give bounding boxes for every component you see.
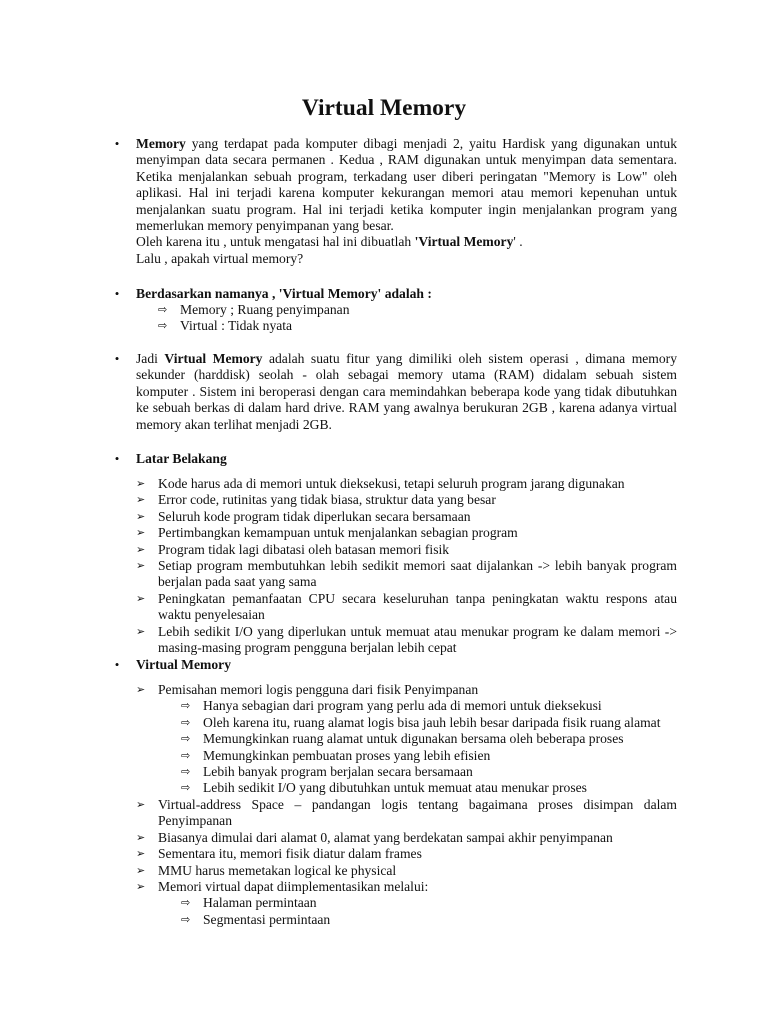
vm-item-text [158,797,677,830]
latar-item-text: Pertimbangkan kemampuan untuk menjalankan sebagian program [158,525,518,540]
page-title: Virtual Memory [301,95,467,121]
intro-line-text: yang terdapat pada komputer dibagi menjadi 2, yaitu Hardisk yang digunakan untuk [185,136,677,151]
bullet: • [114,136,120,151]
intro-line: menyimpan data secara permanen . Kedua , RAM digunakan untuk menyimpan data sementara. [136,152,677,168]
arrow-icon: ⇨ [181,765,191,778]
intro-oleh-line [136,234,677,250]
oleh-text: Oleh karena itu , untuk mengatasi hal ini dibuatlah [136,234,415,250]
vm-sub-item-text: Memungkinkan ruang alamat untuk digunakan bersama oleh beberapa proses [203,731,624,746]
latar-item-line: Peningkatan pemanfaatan CPU secara keseluruhan tanpa peningkatan waktu respons atau [158,591,677,606]
jadi-line: sekunder (harddisk) seolah - olah sebagai memory utama (RAM) didalam sebuah sistem [136,367,677,383]
intro-line: menjalankan suatu program. Hal ini terjadi ketika komputer ingin menjalankan program yang [136,201,677,217]
latar-item-text [158,624,677,657]
latar-item-text: Error code, rutinitas yang tidak biasa, struktur data yang besar [158,492,496,507]
jadi-line [136,351,677,367]
intro-line: Ketika menjalankan sebuah program, terkadang user diberi peringatan "Memory is Low" oleh [136,168,677,184]
jadi-pre: Jadi [136,351,165,366]
vm-sub-item-text: Lebih sedikit I/O yang dibutuhkan untuk memuat atau menukar proses [203,780,587,795]
jadi-line-text: adalah suatu fitur yang dimiliki oleh sistem operasi , dimana memory [262,351,678,366]
intro-question: Lalu , apakah virtual memory? [136,250,304,266]
vm-sub-item-text: Memungkinkan pembuatan proses yang lebih efisien [203,748,491,763]
vm-item-text: Sementara itu, memori fisik diatur dalam frames [158,846,422,861]
arrowhead-icon: ➢ [136,510,146,523]
vm-item-text: Biasanya dimulai dari alamat 0, alamat yang berdekatan sampai akhir penyimpanan [158,830,613,845]
vm-impl-sub-text: Halaman permintaan [203,895,317,910]
oleh-bold-term: 'Virtual Memory [414,234,514,250]
vm-item-line: Virtual-address Space – pandangan logis tentang bagaimana proses disimpan dalam [158,797,677,812]
latar-item-text: Program tidak lagi dibatasi oleh batasan memori fisik [158,542,450,557]
arrowhead-icon: ➢ [136,625,146,638]
arrowhead-icon: ➢ [136,559,146,572]
arrowhead-icon: ➢ [136,683,146,696]
vm-item-text: Pemisahan memori logis pengguna dari fisik Penyimpanan [158,682,479,697]
arrow-icon: ⇨ [181,896,191,909]
arrow-icon: ⇨ [158,303,168,316]
intro-line: aplikasi. Hal ini terjadi karena komputer kekurangan memori atau memori kepenuhan untuk [136,185,677,201]
bullet: • [114,657,120,672]
vm-item-text: Memori virtual dapat diimplementasikan melalui: [158,879,429,894]
vm-sub-item-text: Hanya sebagian dari program yang perlu ada di memori untuk dieksekusi [203,698,602,713]
arrow-icon: ⇨ [181,716,191,729]
oleh-post: ' . [513,234,523,250]
vm-sub-item-text: Oleh karena itu, ruang alamat logis bisa jauh lebih besar daripada fisik ruang alamat [203,715,661,730]
jadi-bold-term: Virtual Memory [164,351,263,366]
latar-item-text: Kode harus ada di memori untuk dieksekusi, tetapi seluruh program jarang digunakan [158,476,625,491]
arrow-icon: ⇨ [181,781,191,794]
arrowhead-icon: ➢ [136,526,146,539]
arrowhead-icon: ➢ [136,864,146,877]
latar-item-text [158,591,677,624]
berdasarkan-item-text: Virtual : Tidak nyata [180,318,293,333]
arrow-icon: ⇨ [181,732,191,745]
vm-sub-item-text: Lebih banyak program berjalan secara bersamaan [203,764,473,779]
jadi-line: memory akan terlihat menjadi 2GB. [136,416,332,432]
arrowhead-icon: ➢ [136,543,146,556]
latar-item-line: masing-masing program pengguna berjalan lebih cepat [158,640,457,656]
latar-item-text: Seluruh kode program tidak diperlukan secara bersamaan [158,509,471,524]
latar-heading: Latar Belakang [136,451,227,466]
latar-item-line: Setiap program membutuhkan lebih sedikit memori saat dijalankan -> lebih banyak program [158,558,677,573]
latar-item-line: Lebih sedikit I/O yang diperlukan untuk memuat atau menukar program ke dalam memori -> [158,624,677,639]
vm-impl-sub-text: Segmentasi permintaan [203,912,331,927]
arrowhead-icon: ➢ [136,847,146,860]
berdasarkan-item-text: Memory ; Ruang penyimpanan [180,302,350,317]
arrowhead-icon: ➢ [136,592,146,605]
intro-line [136,136,677,152]
jadi-line: ke sebuah berkas di dalam hard drive. RAM yang awalnya berukuran 2GB , karena adanya virtual [136,400,677,416]
latar-item-text [158,558,677,591]
arrowhead-icon: ➢ [136,798,146,811]
berdasarkan-heading: Berdasarkan namanya , 'Virtual Memory' adalah : [136,286,432,301]
bullet: • [114,286,120,301]
arrowhead-icon: ➢ [136,493,146,506]
jadi-line: komputer . Sistem ini beroperasi dengan cara memindahkan beberapa kode yang tidak dibutuhkan [136,383,677,399]
arrow-icon: ⇨ [158,319,168,332]
jadi-paragraph [136,351,677,433]
vm-item-line: Penyimpanan [158,813,232,829]
intro-line: memerlukan memory penyimpanan yang besar. [136,218,394,234]
bullet: • [114,451,120,466]
arrowhead-icon: ➢ [136,831,146,844]
intro-bold-term: Memory [136,136,186,151]
latar-item-line: berjalan pada saat yang sama [158,574,317,590]
intro-paragraph [136,136,677,267]
arrow-icon: ⇨ [181,749,191,762]
arrow-icon: ⇨ [181,913,191,926]
bullet: • [114,351,120,366]
latar-item-line: waktu penyelesaian [158,607,265,623]
arrowhead-icon: ➢ [136,880,146,893]
arrow-icon: ⇨ [181,699,191,712]
vm-heading: Virtual Memory [136,657,231,672]
arrowhead-icon: ➢ [136,477,146,490]
vm-item-text: MMU harus memetakan logical ke physical [158,863,397,878]
